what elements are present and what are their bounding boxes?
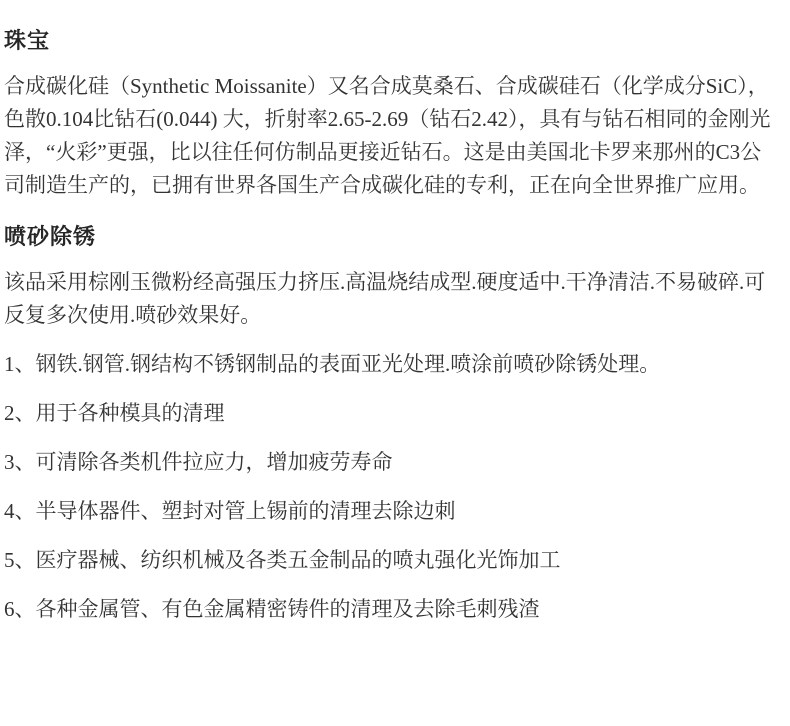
- section-heading-sandblasting: 喷砂除锈: [4, 224, 97, 249]
- section-heading-jewelry: 珠宝: [4, 28, 51, 53]
- paragraph-product-description: 该品采用棕刚玉微粉经高强压力挤压.高温烧结成型.硬度适中.干净清洁.不易破碎.可反复多次使用.喷砂效果好。: [4, 270, 766, 327]
- paragraph-moissanite-description: 合成碳化硅（Synthetic Moissanite）又名合成莫桑石、合成碳硅石（化学成分SiC），色散0.104比钻石(0.044) 大，折射率2.65-2.69（钻石2.42），具有与钻石相同的金刚光泽，“火彩”更强，比以往任何仿制品更接近钻石。这是由美国北卡罗来那州的C3公司制造生产的，已拥有世界各国生产合成碳化硅的专利，正在向全世界推广应用。: [4, 74, 771, 197]
- list-item-4: 4、半导体器件、塑封对管上锡前的清理去除边刺: [4, 499, 456, 523]
- list-item-6: 6、各种金属管、有色金属精密铸件的清理及去除毛刺残渣: [4, 597, 540, 621]
- list-item-3: 3、可清除各类机件拉应力，增加疲劳寿命: [4, 450, 393, 474]
- list-item-1: 1、钢铁.钢管.钢结构不锈钢制品的表面亚光处理.喷涂前喷砂除锈处理。: [4, 352, 661, 376]
- list-item-2: 2、用于各种模具的清理: [4, 401, 225, 425]
- list-item-5: 5、医疗器械、纺织机械及各类五金制品的喷丸强化光饰加工: [4, 548, 561, 572]
